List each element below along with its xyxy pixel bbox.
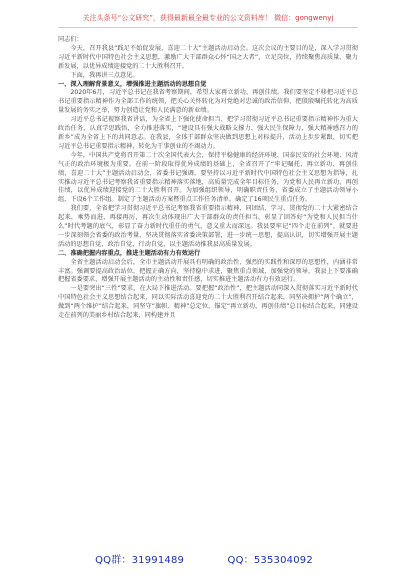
salutation: 同志们： [58, 36, 83, 43]
paragraph: 我们要，全省把学习贯彻习近平总书记考察我省重要指示精神，同团结、学习、贯彻党的二十大紧密结合起来，乘势而进，再接再厉，再次生动体现出广大干部群众的责任担当，彰显了回答好“为党和人民担当什么”时代考题的底气，彰显了奋力新时代重任的勇气，意义重大而深远。我县要牢记“四个走在前列”，就要进一步深刻领会省委的政治考量，坚决贯彻落实省委决策部署，进一步统一思想，提高认识，切实增强开展主题活动的思想自觉、政治自觉、行动自觉，以主题活动推我县高质量发展。 [58, 205, 358, 248]
paragraph: 下面，我再讲三点意见。 [70, 71, 139, 79]
paragraph: 今天，召开我县“践足不始促发展，喜迎二十大”主题活动启动会。这次会议的主要目的是，深入学习贯彻习近平新时代中国特色社会主义思想，激励广大干部群众心怀“国之大者”，立足岗位，持续聚焦高质量、聚力新发展，以优异成绩迎接党的二十大胜利召开。 [58, 44, 358, 70]
footer-qq: QQ：535304092 [227, 555, 313, 566]
section-heading: 二、准确把握内容重点，推进主题活动有力有效运行 [58, 249, 201, 257]
paragraph: 一是要突出“三性”要求，在大局下推进活动。要把握“政治性”，把主题活动同深入贯彻落实习近平新时代中国特色社会主义思想结合起来，同以实际活动喜迎党的二十大胜利召开结合起来，同坚决拥护“两个确立”，做到“两个维护”结合起来，同坚守“旗帜、精神”总定位，锚定“再立新功、再创佳绩”总目标结合起来，同建设走在前列的美丽乡村结合起来，同构建并且 [58, 285, 358, 320]
section-heading: 一、深入理解背景意义，增强推进主题活动的思想自觉 [58, 80, 207, 88]
header-banner: 关注头条号“公文研究”，获得最新最全最专业的公文资料库！ 微信：gongwenyj [82, 14, 334, 22]
paragraph: 全省主题活动启动会后，全市主题活动开展具有明确的政治性、强烈的实践性和深厚的思想性，内涵非常丰富。强调要提高政治站位，把握正确方向，坚持稳中求进，聚焦重点领域，加强党的领导，我县上下要准确把握省委要求，增强开展主题活动的主动性和责任感，切实推进主题活动有力有效运行。 [58, 258, 358, 284]
header-divider [58, 27, 358, 28]
paragraph: 2020年6月，习近平总书记在我省考察期间，希望大家再立新功、再创佳绩。我们要坚定不移把习近平总书记重要指示精神作为全部工作的统领，把关心关怀转化为对党绝对忠诚的政治信仰，把殷殷嘱托转化为高质量发展的务实之举，努力创造让党和人民满意的新业绩。 [58, 89, 358, 115]
document-body [58, 36, 358, 321]
footer-qq-group: QQ群：31991489 [95, 555, 185, 566]
paragraph: 今年，中国共产党将召开第二十次全国代表大会，保持平稳健康的经济环境、国泰民安的社会环境、风清气正的政治环境极为重要。在前一阶段取得优异成绩的基础上，全省召开了“牢记嘱托、再立新功、再创佳绩，喜迎二十大”主题活动启动会，省委书记强调，要坚持以习近平新时代中国特色社会主义思想为指导，扎实推动习近平总书记考察我省重要指示精神落实落地，高质量完成全年目标任务，为党和人民再立新功、再创佳绩，以优异成绩迎接党的二十大胜利召开。为加强组织领导，明确职责任务，省委成立了主题活动领导小组，下设6个工作组。制定了主题活动方案暨重点工作任务清单，确定了16项民生重点任务。 [58, 151, 358, 204]
paragraph: 习近平总书记视察我省讲话，为全省上下强化使命担当、把学习贯彻习近平总书记重要指示精神作为重大政治任务，认真学思践悟，全力推进落实，“建设具有强大战略支撑力、强大民生保障力、强大精神感召力的新乡”成为全省上下的共同意志。在我县，全体干部群众坚决做到思想上对标提升，活动上步步紧跟，切实把习近平总书记重要指示精神，转化为干事创业的不竭动力。 [58, 116, 358, 150]
footer-banner [0, 555, 408, 567]
